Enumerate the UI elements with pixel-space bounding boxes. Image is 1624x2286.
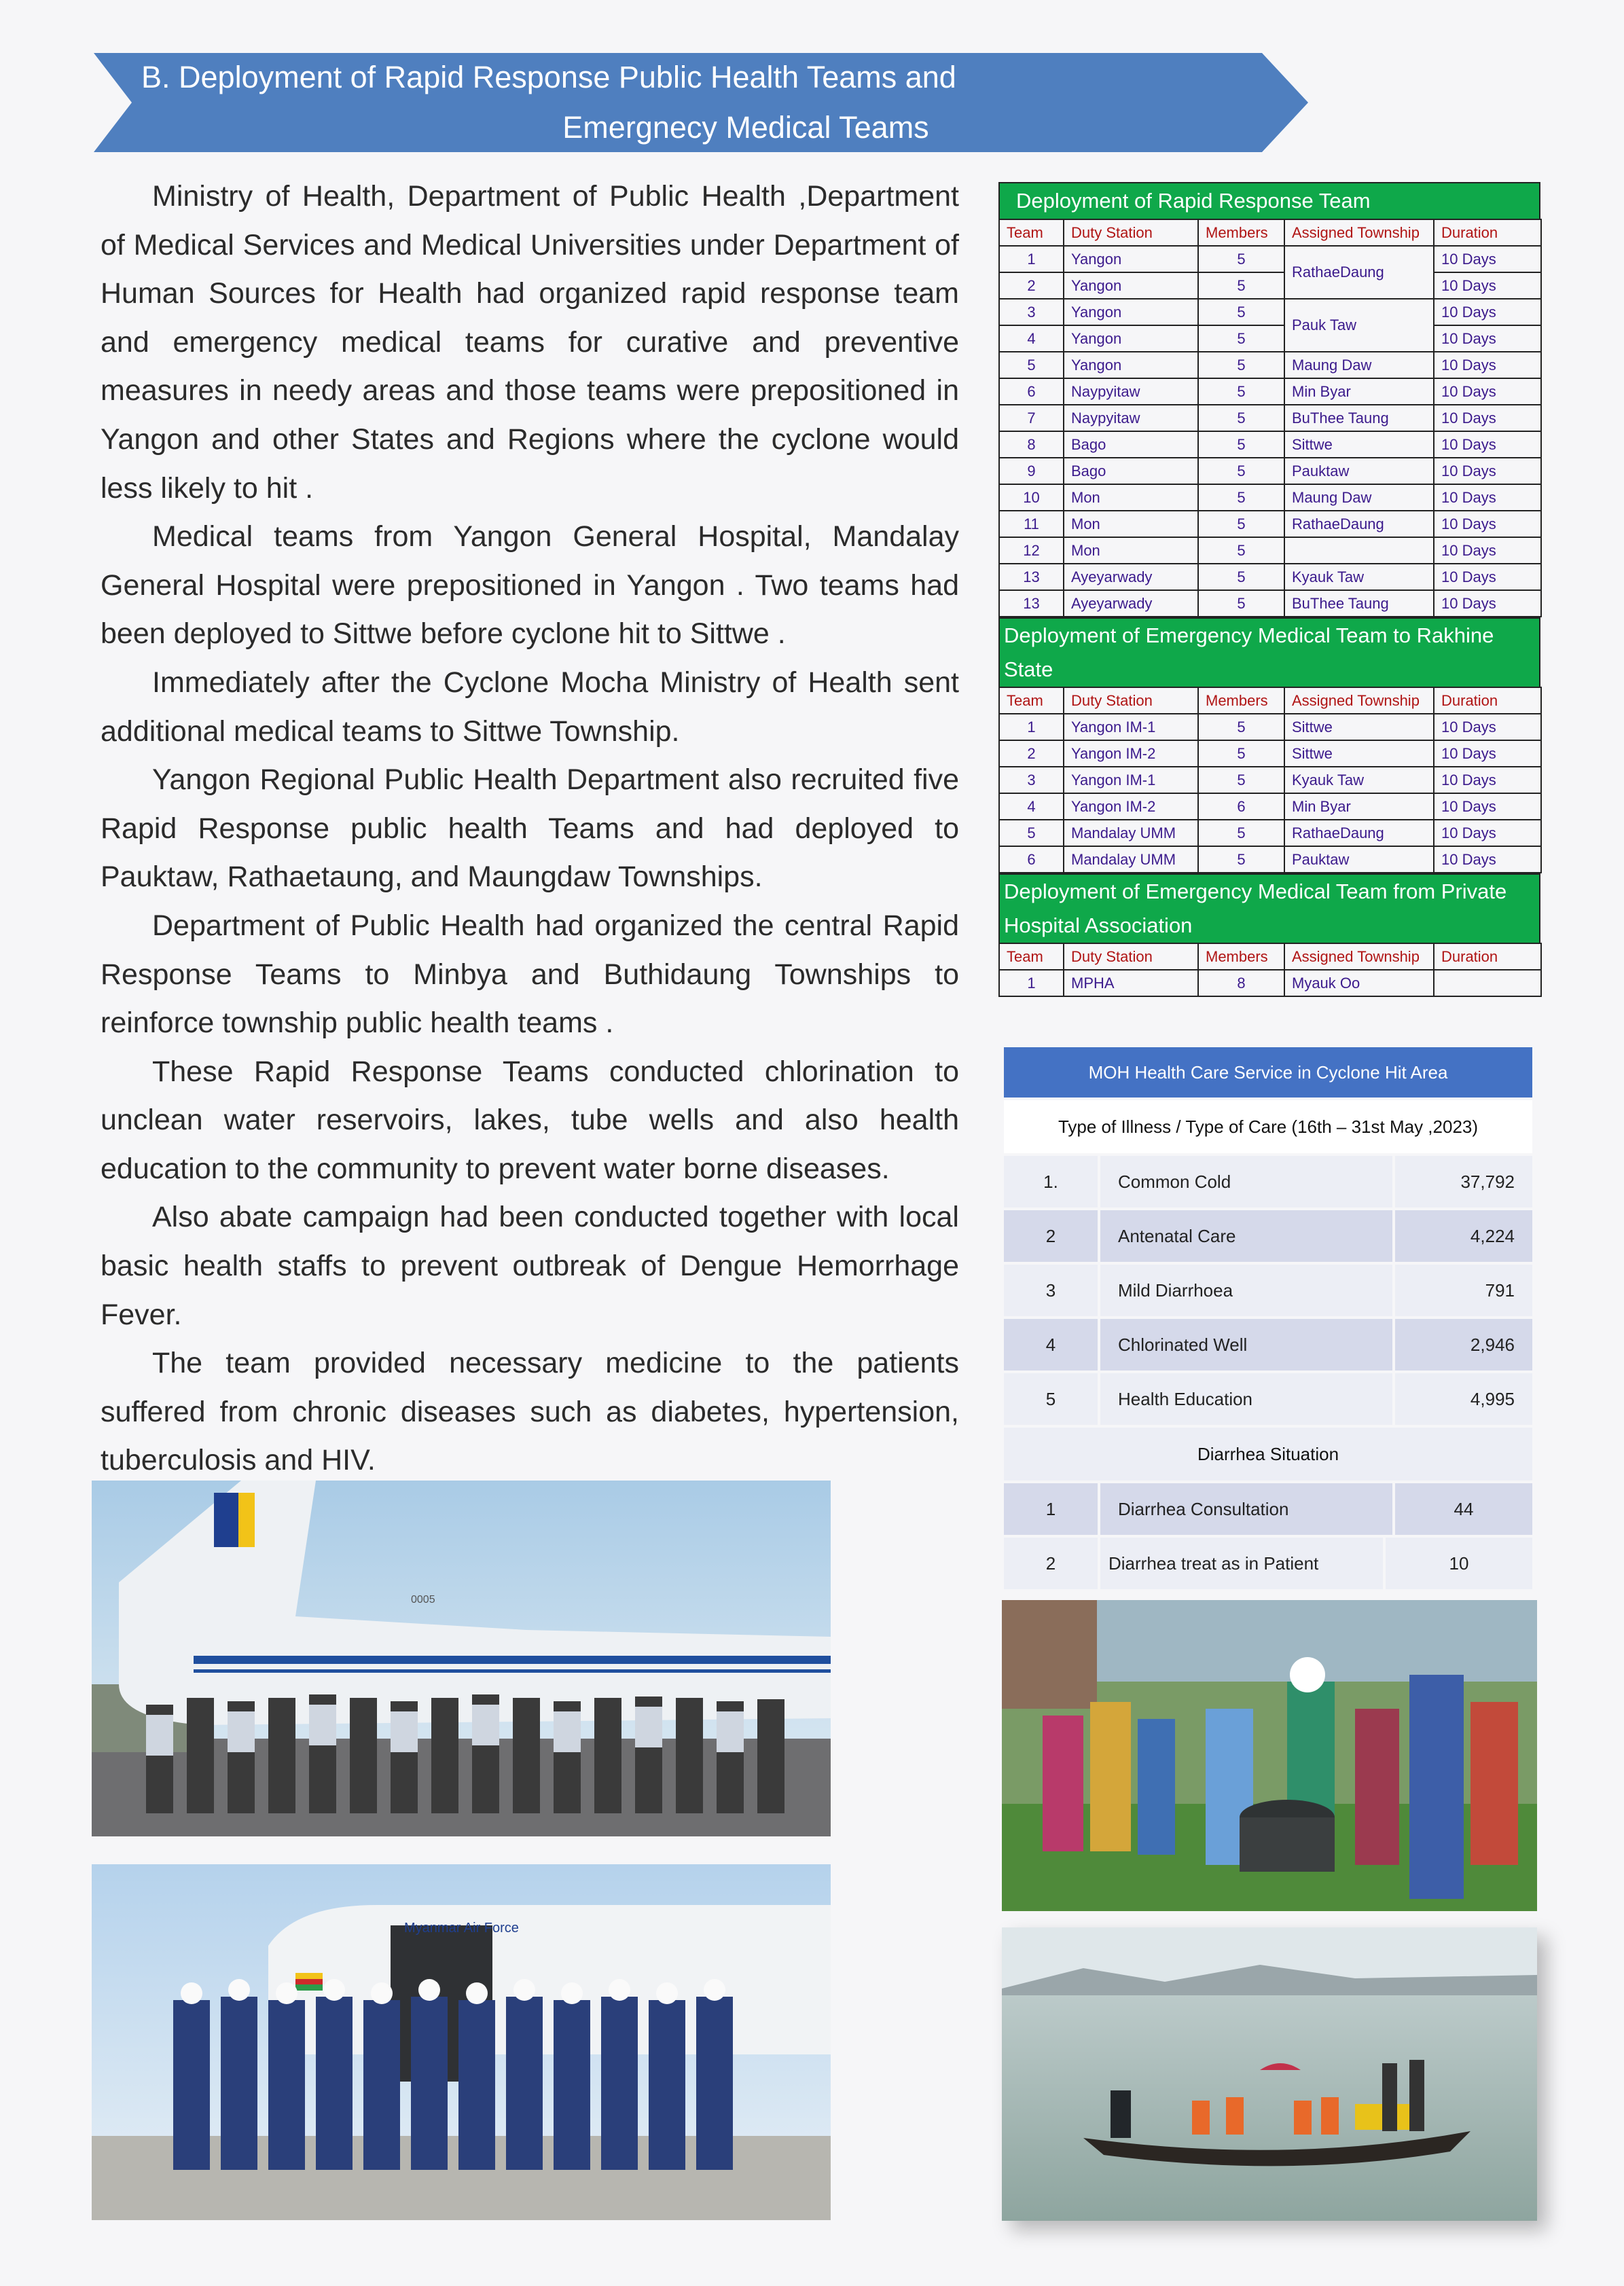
cell-members: 5: [1198, 767, 1284, 793]
table-row: [999, 846, 1541, 873]
cell-township: Myauk Oo: [1284, 970, 1434, 996]
cell-members: 6: [1198, 793, 1284, 820]
paragraph: These Rapid Response Teams conducted chlorination to unclean water reservoirs, lakes, tube wells and also health education to the community to prevent water borne diseases.: [101, 1055, 959, 1185]
table-row: [999, 246, 1541, 272]
col-duration: Duration: [1434, 943, 1541, 970]
cell-duration: 10 Days: [1434, 458, 1541, 484]
cell-township: Kyauk Taw: [1284, 767, 1434, 793]
cell-duty-station: Yangon: [1064, 352, 1198, 378]
table-row: [999, 714, 1541, 740]
emt-rakhine-title: Deployment of Emergency Medical Team to Rakhine State: [998, 617, 1540, 687]
cell-township: RathaeDaung: [1284, 246, 1434, 299]
cell-team: 4: [999, 793, 1064, 820]
emt-rakhine-table: [998, 687, 1542, 873]
moh-row-value: 37,792: [1395, 1156, 1532, 1208]
cell-team: 5: [999, 352, 1064, 378]
cell-duty-station: Yangon IM-1: [1064, 767, 1198, 793]
cell-team: 11: [999, 511, 1064, 537]
cell-duration: 10 Days: [1434, 405, 1541, 431]
col-assigned-township: Assigned Township: [1284, 943, 1434, 970]
table-row: [999, 511, 1541, 537]
cell-team: 1: [999, 714, 1064, 740]
banner-title-line1: B. Deployment of Rapid Response Public Health Teams and: [141, 60, 956, 94]
moh-row-label: Health Education: [1100, 1373, 1392, 1425]
moh-row-value: 4,995: [1395, 1373, 1532, 1425]
cell-duty-station: Mon: [1064, 511, 1198, 537]
paragraph: Immediately after the Cyclone Mocha Ministry of Health sent additional medical teams to Sittwe Township.: [101, 666, 959, 748]
cell-township: BuThee Taung: [1284, 590, 1434, 617]
cell-duty-station: Ayeyarwady: [1064, 564, 1198, 590]
paragraph: Also abate campaign had been conducted together with local basic health staffs to prevent outbreak of Dengue Hemorrhage Fever.: [101, 1201, 959, 1331]
cell-team: 3: [999, 767, 1064, 793]
moh-row: [1004, 1156, 1532, 1208]
cell-township: Maung Daw: [1284, 484, 1434, 511]
moh-row-number: 2: [1004, 1210, 1098, 1262]
table-row: [999, 325, 1541, 352]
cell-duration: 10 Days: [1434, 564, 1541, 590]
moh-row: [1004, 1210, 1532, 1262]
cell-team: 10: [999, 484, 1064, 511]
cell-members: 5: [1198, 246, 1284, 272]
moh-service-table: [1004, 1047, 1532, 1589]
cell-duration: 10 Days: [1434, 740, 1541, 767]
cell-duty-station: Mon: [1064, 537, 1198, 564]
cell-duty-station: Yangon: [1064, 272, 1198, 299]
table-row: [999, 458, 1541, 484]
col-team: Team: [999, 943, 1064, 970]
col-team: Team: [999, 687, 1064, 714]
moh-row-label: Diarrhea Consultation: [1100, 1483, 1392, 1535]
cell-duty-station: Yangon: [1064, 299, 1198, 325]
cell-duty-station: MPHA: [1064, 970, 1198, 996]
cell-team: 13: [999, 564, 1064, 590]
cell-duty-station: Bago: [1064, 458, 1198, 484]
cell-members: 5: [1198, 740, 1284, 767]
diarrhea-section-title: Diarrhea Situation: [1004, 1428, 1532, 1481]
cell-team: 12: [999, 537, 1064, 564]
cell-duty-station: Mandalay UMM: [1064, 846, 1198, 873]
cell-township: Min Byar: [1284, 793, 1434, 820]
cell-duration: 10 Days: [1434, 846, 1541, 873]
cell-duration: 10 Days: [1434, 820, 1541, 846]
moh-row-label: Chlorinated Well: [1100, 1319, 1392, 1371]
cell-duty-station: Ayeyarwady: [1064, 590, 1198, 617]
cell-township: Sittwe: [1284, 740, 1434, 767]
cell-duration: 10 Days: [1434, 767, 1541, 793]
moh-title: MOH Health Care Service in Cyclone Hit Area: [1004, 1047, 1532, 1097]
col-team: Team: [999, 219, 1064, 246]
cell-township: RathaeDaung: [1284, 820, 1434, 846]
cell-members: 5: [1198, 325, 1284, 352]
moh-row: [1004, 1373, 1532, 1425]
cell-members: 5: [1198, 299, 1284, 325]
cell-duty-station: Bago: [1064, 431, 1198, 458]
col-duration: Duration: [1434, 219, 1541, 246]
table-row: [999, 590, 1541, 617]
cell-team: 13: [999, 590, 1064, 617]
table-row: [999, 378, 1541, 405]
rapid-response-title: Deployment of Rapid Response Team: [998, 182, 1540, 219]
col-duty-station: Duty Station: [1064, 943, 1198, 970]
table-row: [999, 405, 1541, 431]
deployment-tables: [998, 182, 1540, 997]
cell-duration: 10 Days: [1434, 590, 1541, 617]
cell-duty-station: Mon: [1064, 484, 1198, 511]
cell-members: 5: [1198, 714, 1284, 740]
moh-row: [1004, 1265, 1532, 1316]
moh-row: [1004, 1538, 1532, 1589]
cell-members: 5: [1198, 352, 1284, 378]
col-duty-station: Duty Station: [1064, 687, 1198, 714]
moh-row-number: 2: [1004, 1538, 1098, 1589]
cell-team: 2: [999, 740, 1064, 767]
table-header-row: [999, 943, 1541, 970]
moh-subtitle: Type of Illness / Type of Care (16th – 31st May ,2023): [1004, 1100, 1532, 1153]
cell-township: RathaeDaung: [1284, 511, 1434, 537]
cell-duration: 10 Days: [1434, 378, 1541, 405]
cell-duty-station: Naypyitaw: [1064, 405, 1198, 431]
team-plane-photo-1: [92, 1481, 831, 1836]
cell-duty-station: Yangon IM-2: [1064, 740, 1198, 767]
cell-duration: 10 Days: [1434, 537, 1541, 564]
cell-township: [1284, 537, 1434, 564]
cell-members: 5: [1198, 511, 1284, 537]
moh-row-value: 44: [1395, 1483, 1532, 1535]
table-row: [999, 740, 1541, 767]
cell-members: 8: [1198, 970, 1284, 996]
section-banner: [94, 53, 1308, 152]
cell-team: 3: [999, 299, 1064, 325]
paragraph: Yangon Regional Public Health Department also recruited five Rapid Response public health Teams and had deployed to Pauktaw, Rathaetaung, and Maungdaw Townships.: [101, 763, 959, 894]
cell-township: Pauk Taw: [1284, 299, 1434, 352]
cell-township: Kyauk Taw: [1284, 564, 1434, 590]
table-row: [999, 484, 1541, 511]
cell-duty-station: Mandalay UMM: [1064, 820, 1198, 846]
cell-members: 5: [1198, 484, 1284, 511]
cell-duration: 10 Days: [1434, 352, 1541, 378]
cell-duration: 10 Days: [1434, 511, 1541, 537]
table-row: [999, 299, 1541, 325]
cell-members: 5: [1198, 820, 1284, 846]
plane-name: Myanmar Air Force: [404, 1921, 519, 1936]
table-row: [999, 970, 1541, 996]
plane-number: 0005: [411, 1594, 435, 1605]
paragraph: The team provided necessary medicine to the patients suffered from chronic diseases such as diabetes, hypertension, tuberculosis and HIV.: [101, 1347, 959, 1477]
cell-team: 7: [999, 405, 1064, 431]
moh-row-value: 791: [1395, 1265, 1532, 1316]
cell-members: 5: [1198, 272, 1284, 299]
moh-row-value: 4,224: [1395, 1210, 1532, 1262]
table-row: [999, 767, 1541, 793]
moh-row: [1004, 1319, 1532, 1371]
cell-members: 5: [1198, 458, 1284, 484]
cell-team: 6: [999, 378, 1064, 405]
cell-members: 5: [1198, 846, 1284, 873]
table-row: [999, 272, 1541, 299]
cell-team: 9: [999, 458, 1064, 484]
col-assigned-township: Assigned Township: [1284, 219, 1434, 246]
cell-team: 6: [999, 846, 1064, 873]
community-health-photo: [1002, 1600, 1537, 1911]
banner-title-line2: Emergnecy Medical Teams: [562, 110, 929, 145]
moh-row-number: 5: [1004, 1373, 1098, 1425]
moh-row-number: 1.: [1004, 1156, 1098, 1208]
table-row: [999, 564, 1541, 590]
cell-duty-station: Yangon: [1064, 325, 1198, 352]
cell-duration: 10 Days: [1434, 484, 1541, 511]
col-duty-station: Duty Station: [1064, 219, 1198, 246]
cell-team: 4: [999, 325, 1064, 352]
moh-row: [1004, 1483, 1532, 1535]
moh-row-number: 3: [1004, 1265, 1098, 1316]
cell-duration: 10 Days: [1434, 246, 1541, 272]
col-members: Members: [1198, 943, 1284, 970]
emt-private-title: Deployment of Emergency Medical Team from Private Hospital Association: [998, 873, 1540, 943]
table-row: [999, 537, 1541, 564]
cell-members: 5: [1198, 431, 1284, 458]
cell-members: 5: [1198, 405, 1284, 431]
col-members: Members: [1198, 219, 1284, 246]
table-row: [999, 793, 1541, 820]
cell-duration: 10 Days: [1434, 714, 1541, 740]
table-row: [999, 820, 1541, 846]
cell-team: 1: [999, 970, 1064, 996]
cell-members: 5: [1198, 564, 1284, 590]
moh-row-label: Antenatal Care: [1100, 1210, 1392, 1262]
cell-duration: 10 Days: [1434, 431, 1541, 458]
moh-row-number: 1: [1004, 1483, 1098, 1535]
cell-township: Sittwe: [1284, 431, 1434, 458]
cell-duration: 10 Days: [1434, 299, 1541, 325]
team-plane-photo-2: [92, 1864, 831, 2220]
table-row: [999, 352, 1541, 378]
cell-members: 5: [1198, 378, 1284, 405]
moh-row-number: 4: [1004, 1319, 1098, 1371]
cell-duty-station: Yangon: [1064, 246, 1198, 272]
cell-team: 8: [999, 431, 1064, 458]
cell-duty-station: Naypyitaw: [1064, 378, 1198, 405]
moh-row-label: Common Cold: [1100, 1156, 1392, 1208]
cell-township: Maung Daw: [1284, 352, 1434, 378]
paragraph: Medical teams from Yangon General Hospital, Mandalay General Hospital were prepositioned in Yangon . Two teams had been deployed to Sittwe before cyclone hit to Sittwe .: [101, 520, 959, 651]
moh-row-value: 10: [1386, 1538, 1532, 1589]
moh-row-label: Diarrhea treat as in Patient: [1100, 1538, 1383, 1589]
cell-township: BuThee Taung: [1284, 405, 1434, 431]
table-header-row: [999, 219, 1541, 246]
cell-team: 1: [999, 246, 1064, 272]
cell-duty-station: Yangon IM-2: [1064, 793, 1198, 820]
cell-duration: 10 Days: [1434, 325, 1541, 352]
body-text: [101, 173, 959, 1485]
cell-team: 5: [999, 820, 1064, 846]
moh-row-label: Mild Diarrhoea: [1100, 1265, 1392, 1316]
col-assigned-township: Assigned Township: [1284, 687, 1434, 714]
cell-members: 5: [1198, 590, 1284, 617]
emt-private-table: [998, 943, 1542, 997]
rapid-response-table: [998, 219, 1542, 617]
cell-team: 2: [999, 272, 1064, 299]
cell-members: 5: [1198, 537, 1284, 564]
cell-duty-station: Yangon IM-1: [1064, 714, 1198, 740]
cell-township: Pauktaw: [1284, 458, 1434, 484]
cell-township: Min Byar: [1284, 378, 1434, 405]
moh-row-value: 2,946: [1395, 1319, 1532, 1371]
table-row: [999, 431, 1541, 458]
table-header-row: [999, 687, 1541, 714]
cell-duration: 10 Days: [1434, 793, 1541, 820]
cell-township: Pauktaw: [1284, 846, 1434, 873]
boat-photo: [1002, 1927, 1537, 2221]
cell-township: Sittwe: [1284, 714, 1434, 740]
paragraph: Department of Public Health had organized the central Rapid Response Teams to Minbya and Buthidaung Townships to reinforce township public health teams .: [101, 909, 959, 1040]
col-duration: Duration: [1434, 687, 1541, 714]
paragraph: Ministry of Health, Department of Public Health ,Department of Medical Services and Medical Universities under Department of Human Sources for Health had organized rapid response team and emergency medical teams for curative and preventive measures in needy areas and those teams were prepositioned in Yangon and other States and Regions where the cyclone would less likely to hit .: [101, 180, 959, 505]
cell-duration: [1434, 970, 1541, 996]
col-members: Members: [1198, 687, 1284, 714]
cell-duration: 10 Days: [1434, 272, 1541, 299]
